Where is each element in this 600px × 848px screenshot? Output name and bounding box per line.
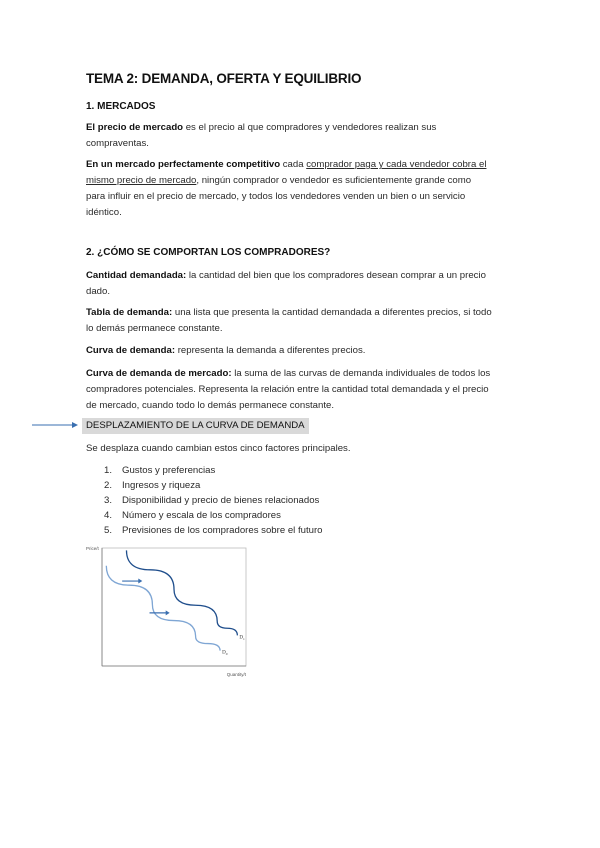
list-item (104, 523, 323, 538)
term-tabla-demanda: Tabla de demanda: (86, 307, 173, 318)
list-item-number: 3. (104, 495, 113, 506)
list-item (104, 463, 323, 478)
factors-list (104, 463, 323, 538)
section2-heading: 2. ¿CÓMO SE COMPORTAN LOS COMPRADORES? (86, 247, 331, 258)
paragraph-curva-demanda (86, 343, 516, 359)
text-span: compraventas. (86, 138, 149, 149)
text-span: de mercado, cuando todo lo demás permanece constante. (86, 400, 334, 411)
term-curva-mercado: Curva de demanda de mercado: (86, 368, 232, 379)
list-item (104, 493, 323, 508)
text-span: cada (280, 159, 307, 170)
term-mercado-competitivo: En un mercado perfectamente competitivo (86, 159, 281, 170)
x-axis-label: Quantity/t (226, 672, 246, 677)
list-item-text: Ingresos y riqueza (122, 480, 201, 491)
term-precio-mercado: El precio de mercado (86, 122, 184, 133)
text-span: dado. (86, 286, 111, 297)
demand-shift-chart (86, 540, 251, 680)
list-item (104, 508, 323, 523)
list-item-text: Gustos y preferencias (122, 465, 216, 476)
text-span: idéntico. (86, 207, 122, 218)
list-item-text: Número y escala de los compradores (122, 510, 281, 521)
term-curva-demanda: Curva de demanda: (86, 345, 176, 356)
paragraph-precio-mercado (86, 120, 516, 152)
list-item (104, 478, 323, 493)
section1-heading: 1. MERCADOS (86, 101, 156, 112)
document-title: TEMA 2: DEMANDA, OFERTA Y EQUILIBRIO (86, 71, 362, 86)
list-item-number: 4. (104, 510, 113, 521)
list-item-text: Previsiones de los compradores sobre el futuro (122, 525, 323, 536)
y-axis-label: Price/t (86, 546, 99, 551)
text-span: es el precio al que compradores y vendedores realizan sus (183, 122, 437, 133)
demand-curve-label-0: $D_0$ (222, 650, 228, 657)
text-span: lo demás permanece constante. (86, 323, 223, 334)
right-arrow-icon (32, 420, 78, 430)
text-span: para influir en el precio de mercado, y todos los vendedores venden un bien o un servicio (86, 191, 466, 202)
chart-frame (102, 548, 246, 666)
underlined-text: mismo precio de mercado (86, 175, 197, 186)
factors-intro: Se desplaza cuando cambian estos cinco factores principales. (86, 443, 351, 454)
text-span: la cantidad del bien que los compradores desean comprar a un precio (186, 270, 486, 281)
list-item-text: Disponibilidad y precio de bienes relacionados (122, 495, 320, 506)
list-item-number: 5. (104, 525, 113, 536)
text-span: una lista que presenta la cantidad demandada a diferentes precios, si todo (172, 307, 492, 318)
shift-arrow-head-icon (166, 610, 170, 615)
list-item-number: 2. (104, 480, 113, 491)
paragraph-tabla-demanda (86, 305, 516, 337)
list-item-number: 1. (104, 465, 113, 476)
paragraph-curva-mercado (86, 366, 516, 414)
shift-arrow-head-icon (138, 579, 142, 584)
underlined-text: comprador paga y cada vendedor cobra el (306, 159, 487, 170)
text-span: , ningún comprador o vendedor es suficientemente grande como (196, 175, 472, 186)
text-span: compradores potenciales. Representa la relación entre la cantidad total demandada y el precio (86, 384, 489, 395)
text-span: representa la demanda a diferentes precios. (175, 345, 366, 356)
demand-curve-1 (126, 550, 237, 635)
paragraph-mercado-competitivo (86, 157, 516, 221)
demand-curve-label-1: $D_1$ (239, 635, 245, 641)
term-cantidad-demandada: Cantidad demandada: (86, 270, 187, 281)
text-span: la suma de las curvas de demanda individuales de todos los (231, 368, 491, 379)
demand-curve-0 (106, 566, 220, 651)
highlighted-heading: DESPLAZAMIENTO DE LA CURVA DE DEMANDA (82, 418, 309, 434)
paragraph-cantidad-demandada (86, 268, 516, 300)
